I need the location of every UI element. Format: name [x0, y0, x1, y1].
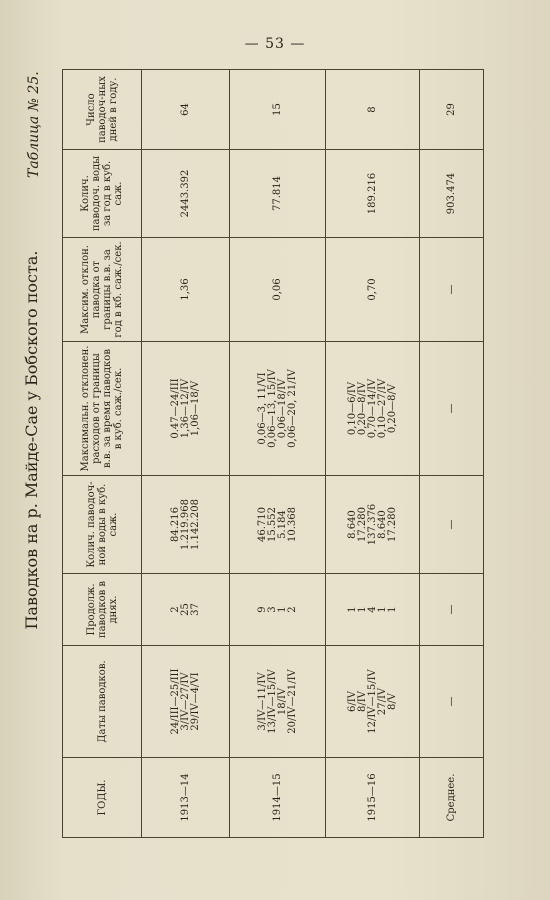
table-row [326, 70, 420, 838]
table-title: Паводков на р. Майде-Сае у Бобского поста. [22, 250, 41, 630]
flood-days-cell: 8 [326, 70, 420, 150]
flood-days-cell: 15 [230, 70, 326, 150]
volume-entry: 15.552 [266, 507, 278, 542]
year-cell: 1913—14 [142, 758, 230, 838]
max-deviation-cell [326, 342, 420, 476]
table-header-row [63, 70, 142, 838]
date-entry: 3/IV—11/IV [256, 672, 268, 731]
year-max-deviation-cell: — [420, 238, 484, 342]
year-max-deviation-cell: 0,70 [326, 238, 420, 342]
duration-entry: 9 [256, 606, 268, 613]
duration-cell: — [420, 574, 484, 646]
volume-cell [230, 476, 326, 574]
deviation-entry: 0,20—8/V [386, 383, 398, 434]
date-entry: 3/IV—27/IV [179, 672, 191, 731]
column-header: Максимальн. отклонен. расходов от границы в.в. за время паводков в куб. саж./сек. [63, 342, 142, 476]
duration-entry: 1 [386, 606, 398, 613]
column-header: Продолж. паводков в днях. [63, 574, 142, 646]
volume-entry: 46.710 [256, 507, 268, 542]
volume-cell [326, 476, 420, 574]
deviation-entry: 1,36—12/IV [179, 378, 191, 439]
table-row [230, 70, 326, 838]
volume-entry: 17.280 [356, 507, 368, 542]
duration-entry: 4 [366, 606, 378, 613]
year-cell: 1915—16 [326, 758, 420, 838]
dates-cell [326, 646, 420, 758]
duration-entry: 25 [179, 603, 191, 616]
volume-entry: 10.368 [286, 507, 298, 542]
deviation-entry: 0,70—14/IV [366, 378, 378, 439]
volume-cell [142, 476, 230, 574]
column-header: Колич. паводоч-ной воды в куб. саж. [63, 476, 142, 574]
date-entry: 12/IV—15/IV [366, 669, 378, 734]
deviation-entry: 0,06—13, 15/IV [266, 369, 278, 448]
duration-entry: 37 [189, 603, 201, 616]
date-entry: 27/IV [376, 687, 388, 716]
duration-cell [326, 574, 420, 646]
date-entry: 6/IV [346, 691, 358, 712]
date-entry: 13/IV—15/IV [266, 669, 278, 734]
date-entry: 20/IV—21/IV [286, 669, 298, 734]
volume-entry: 8.640 [346, 510, 358, 539]
table-number: Таблица № 25. [26, 71, 42, 178]
volume-entry: 17.280 [386, 507, 398, 542]
deviation-entry: 0,10—6/IV [346, 381, 358, 436]
duration-cell [142, 574, 230, 646]
duration-entry: 2 [286, 606, 298, 613]
duration-entry: 1 [356, 606, 368, 613]
volume-entry: 8.640 [376, 510, 388, 539]
column-header: Максим. отклон. паводка от границы в.в. за год в кб. саж./сек. [63, 238, 142, 342]
date-entry: 8/V [386, 693, 398, 710]
deviation-entry: 0,06—3, 11/VI [256, 372, 268, 445]
deviation-entry: 0,10—27/IV [376, 378, 388, 439]
year-volume-cell: 2443.392 [142, 150, 230, 238]
volume-cell: — [420, 476, 484, 574]
volume-entry: 5.184 [276, 510, 288, 539]
deviation-entry: 0,20—8/IV [356, 381, 368, 436]
page-number: — 53 — [244, 36, 306, 52]
table-row [142, 70, 230, 838]
flood-days-cell: 64 [142, 70, 230, 150]
duration-entry: 1 [346, 606, 358, 613]
dates-cell: — [420, 646, 484, 758]
duration-entry: 1 [376, 606, 388, 613]
year-max-deviation-cell: 0,06 [230, 238, 326, 342]
column-header: ГОДЫ. [63, 758, 142, 838]
table-row [420, 70, 484, 838]
year-max-deviation-cell: 1,36 [142, 238, 230, 342]
duration-cell [230, 574, 326, 646]
duration-entry: 1 [276, 606, 288, 613]
column-header: Даты паводков. [63, 646, 142, 758]
year-volume-cell: 903.474 [420, 150, 484, 238]
date-entry: 29/IV—4/VI [189, 672, 201, 731]
year-volume-cell: 77.814 [230, 150, 326, 238]
year-cell: 1914—15 [230, 758, 326, 838]
flood-table [62, 69, 484, 838]
deviation-entry: 1,06—18/V [189, 380, 201, 437]
year-volume-cell: 189.216 [326, 150, 420, 238]
date-entry: 8/IV [356, 691, 368, 712]
column-header: Число паводоч-ных дней в году. [63, 70, 142, 150]
volume-entry: 137.376 [366, 503, 378, 546]
date-entry: 24/III—25/III [169, 668, 181, 735]
max-deviation-cell: — [420, 342, 484, 476]
volume-entry: 84.216 [169, 507, 181, 542]
duration-entry: 2 [169, 606, 181, 613]
dates-cell [230, 646, 326, 758]
date-entry: 18/IV [276, 687, 288, 716]
deviation-entry: 0,06—18/IV [276, 378, 288, 439]
column-header: Колич. паводоч. воды за год в куб. саж. [63, 150, 142, 238]
deviation-entry: 0,06—20, 21/IV [286, 369, 298, 448]
duration-entry: 3 [266, 606, 278, 613]
year-cell: Среднее. [420, 758, 484, 838]
flood-days-cell: 29 [420, 70, 484, 150]
dates-cell [142, 646, 230, 758]
deviation-entry: 0.47—24/III [169, 378, 181, 439]
volume-entry: 1.142.208 [189, 499, 201, 550]
max-deviation-cell [142, 342, 230, 476]
max-deviation-cell [230, 342, 326, 476]
volume-entry: 1.219.968 [179, 499, 191, 550]
